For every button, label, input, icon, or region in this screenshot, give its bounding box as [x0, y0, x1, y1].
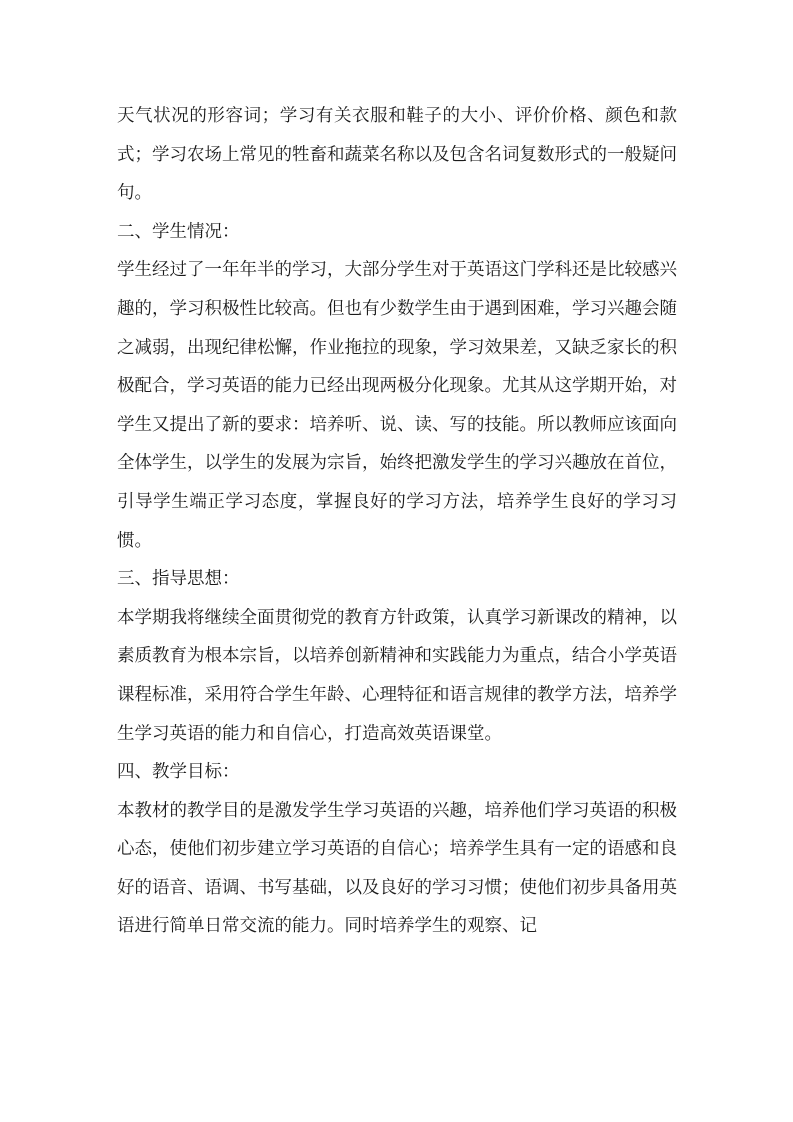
section-heading-guiding-ideology: 三、指导思想： [117, 569, 240, 590]
guiding-ideology-paragraph: 本学期我将继续全面贯彻党的教育方针政策，认真学习新课改的精神，以素质教育为根本宗旨，以培养创新精神和实践能力为重点，结合小学英语课程标准，采用符合学生年龄、心理特征和语言规律的教学方法，培养学生学习英语的能力和自信心，打造高效英语课堂。 [117, 607, 677, 744]
intro-continuation-paragraph: 天气状况的形容词；学习有关衣服和鞋子的大小、评价价格、颜色和款式；学习农场上常见的牲畜和蔬菜名称以及包含名词复数形式的一般疑问句。 [117, 106, 677, 204]
student-situation-paragraph: 学生经过了一年年半的学习，大部分学生对于英语这门学科还是比较感兴趣的，学习积极性比较高。但也有少数学生由于遇到困难，学习兴趣会随之减弱，出现纪律松懈，作业拖拉的现象，学习效果差，又缺乏家长的积极配合，学习英语的能力已经出现两极分化现象。尤其从这学期开始，对学生又提出了新的要求：培养听、说、读、写的技能。所以教师应该面向全体学生，以学生的发展为宗旨，始终把激发学生的学习兴趣放在首位，引导学生端正学习态度，掌握良好的学习方法，培养学生良好的学习习惯。 [117, 260, 677, 551]
teaching-goals-paragraph: 本教材的教学目的是激发学生学习英语的兴趣，培养他们学习英语的积极心态，使他们初步建立学习英语的自信心；培养学生具有一定的语感和良好的语音、语调、书写基础，以及良好的学习习惯；使他们初步具备用英语进行简单日常交流的能力。同时培养学生的观察、记 [117, 800, 677, 937]
document-body [117, 97, 677, 946]
section-heading-student-situation: 二、学生情况： [117, 221, 240, 242]
section-heading-teaching-goals: 四、教学目标： [117, 762, 240, 783]
